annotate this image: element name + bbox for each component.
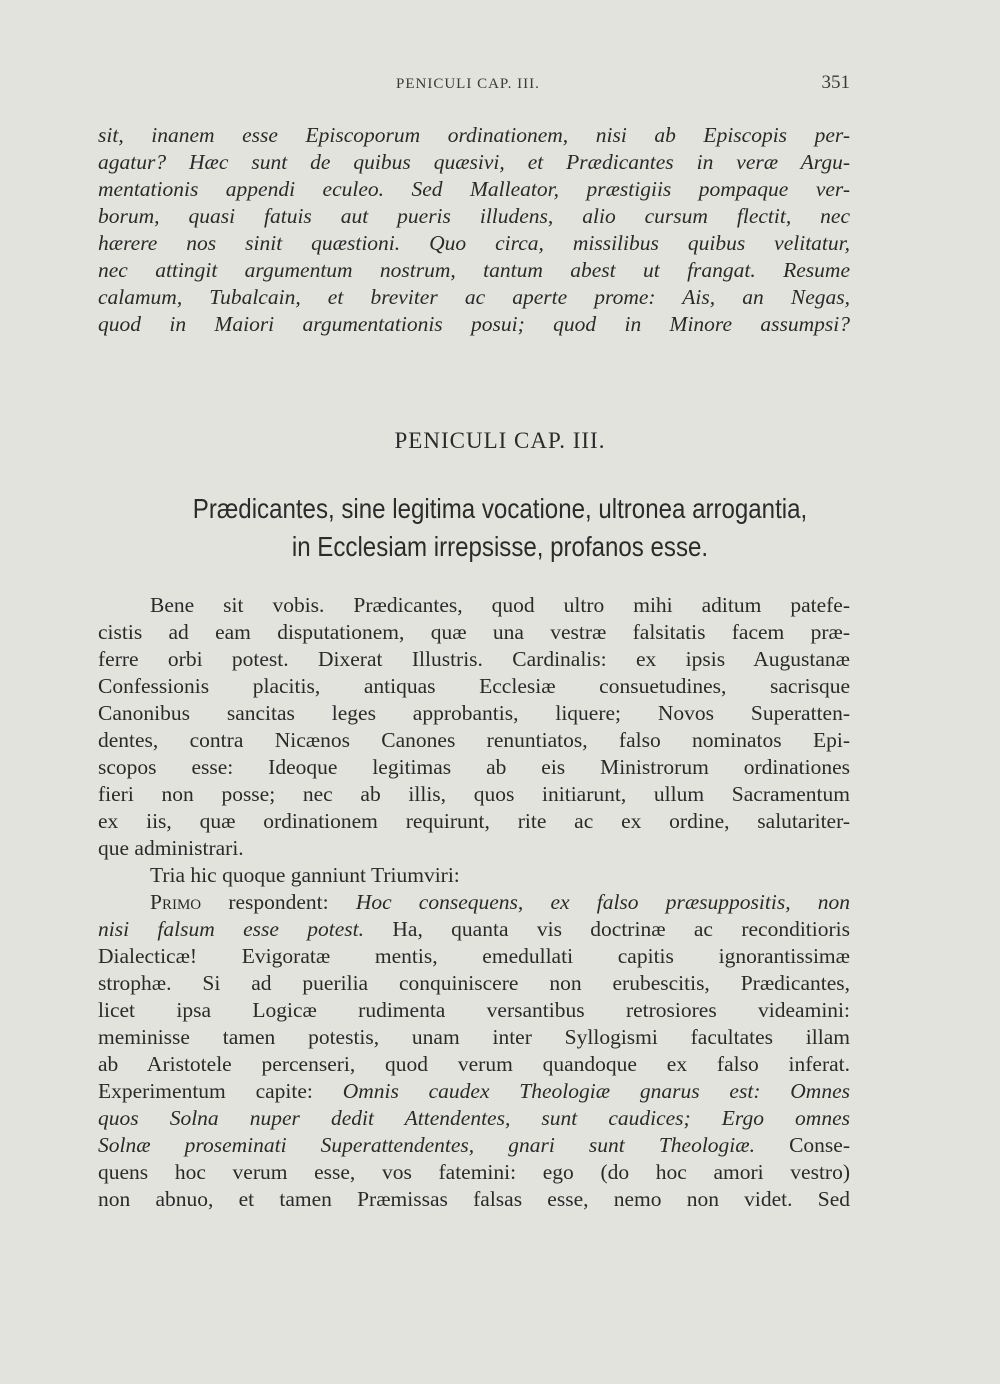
text-run: respondent:: [201, 890, 356, 914]
text-line: [98, 1105, 850, 1132]
text-run: Experimentum capite:: [98, 1079, 343, 1103]
text-line: cistis ad eam disputationem, quæ una vestræ falsitatis facem præ-: [98, 620, 850, 644]
text-line: que administrari.: [98, 836, 244, 860]
text-line: sit, inanem esse Episcoporum ordinationem, nisi ab Episcopis per-: [98, 123, 850, 147]
text-run: Conse-: [754, 1133, 850, 1157]
text-line: borum, quasi fatuis aut pueris illudens, alio cursum flectit, nec: [98, 204, 850, 228]
text-line: ex iis, quæ ordinationem requirunt, rite ac ex ordine, salutariter-: [98, 809, 850, 833]
text-line: quens hoc verum esse, vos fatemini: ego (do hoc amori vestro): [98, 1160, 850, 1184]
italic-run: nisi falsum esse potest.: [98, 917, 365, 941]
text-line: Bene sit vobis. Prædicantes, quod ultro mihi aditum patefe-: [150, 593, 850, 617]
text-line: mentationis appendi eculeo. Sed Malleator, præstigiis pompaque ver-: [98, 177, 850, 201]
text-run: Ha, quanta vis doctrinæ ac reconditioris: [364, 917, 850, 941]
text-line: [98, 916, 850, 943]
page-number: 351: [821, 72, 850, 93]
text-line: quod in Maiori argumentationis posui; quod in Minore assumpsi?: [98, 312, 850, 336]
text-line: [98, 889, 850, 916]
italic-run: Solnæ proseminati Superattendentes, gnari sunt Theologiæ.: [98, 1133, 755, 1157]
running-head: [0, 72, 1000, 106]
text-line: Dialecticæ! Evigoratæ mentis, emedullati capitis ignorantissimæ: [98, 944, 850, 968]
text-line: ab Aristotele percenseri, quod verum quandoque ex falso inferat.: [98, 1052, 850, 1076]
text-line: agatur? Hæc sunt de quibus quæsivi, et Prædicantes in veræ Argu-: [98, 150, 850, 174]
body-text: [98, 592, 850, 1213]
italic-run: Omnis caudex Theologiæ gnarus est: Omnes: [342, 1079, 850, 1103]
text-line: licet ipsa Logicæ rudimenta versantibus retrosiores videamini:: [98, 998, 850, 1022]
chapter-label: PENICULI CAP. III.: [394, 428, 606, 453]
text-line: strophæ. Si ad puerilia conquiniscere non erubescitis, Prædicantes,: [98, 971, 850, 995]
opening-paragraph: [98, 122, 850, 338]
italic-run: quos Solna nuper dedit Attendentes, sunt caudices; Ergo omnes: [98, 1106, 850, 1130]
text-line: Canonibus sancitas leges approbantis, liquere; Novos Superatten-: [98, 701, 850, 725]
text-line: fieri non posse; nec ab illis, quos initiarunt, ullum Sacramentum: [98, 782, 850, 806]
running-head-title: PENICULI CAP. III.: [396, 76, 540, 92]
text-line: meminisse tamen potestis, unam inter Syllogismi facultates illam: [98, 1025, 850, 1049]
text-line: hærere nos sinit quæstioni. Quo circa, missilibus quibus velitatur,: [98, 231, 850, 255]
chapter-heading-line: Prædicantes, sine legitima vocatione, ultronea arrogantia,: [192, 493, 808, 524]
italic-run: Hoc consequens, ex falso præsuppositis, non: [355, 890, 851, 914]
text-line: Tria hic quoque ganniunt Triumviri:: [150, 863, 460, 887]
chapter-heading: [0, 490, 1000, 566]
text-line: nec attingit argumentum nostrum, tantum abest ut frangat. Resume: [98, 258, 850, 282]
text-line: scopos esse: Ideoque legitimas ab eis Ministrorum ordinationes: [98, 755, 850, 779]
chapter-heading-line: in Ecclesiam irrepsisse, profanos esse.: [291, 531, 709, 562]
text-line: [98, 1132, 850, 1159]
text-line: [98, 1078, 850, 1105]
text-line: Confessionis placitis, antiquas Ecclesiæ consuetudines, sacrisque: [98, 674, 850, 698]
text-line: ferre orbi potest. Dixerat Illustris. Cardinalis: ex ipsis Augustanæ: [98, 647, 850, 671]
small-caps-word: Primo: [150, 890, 202, 914]
text-line: non abnuo, et tamen Præmissas falsas esse, nemo non videt. Sed: [98, 1187, 850, 1211]
text-line: calamum, Tubalcain, et breviter ac aperte prome: Ais, an Negas,: [98, 285, 850, 309]
text-line: dentes, contra Nicænos Canones renuntiatos, falso nominatos Epi-: [98, 728, 850, 752]
